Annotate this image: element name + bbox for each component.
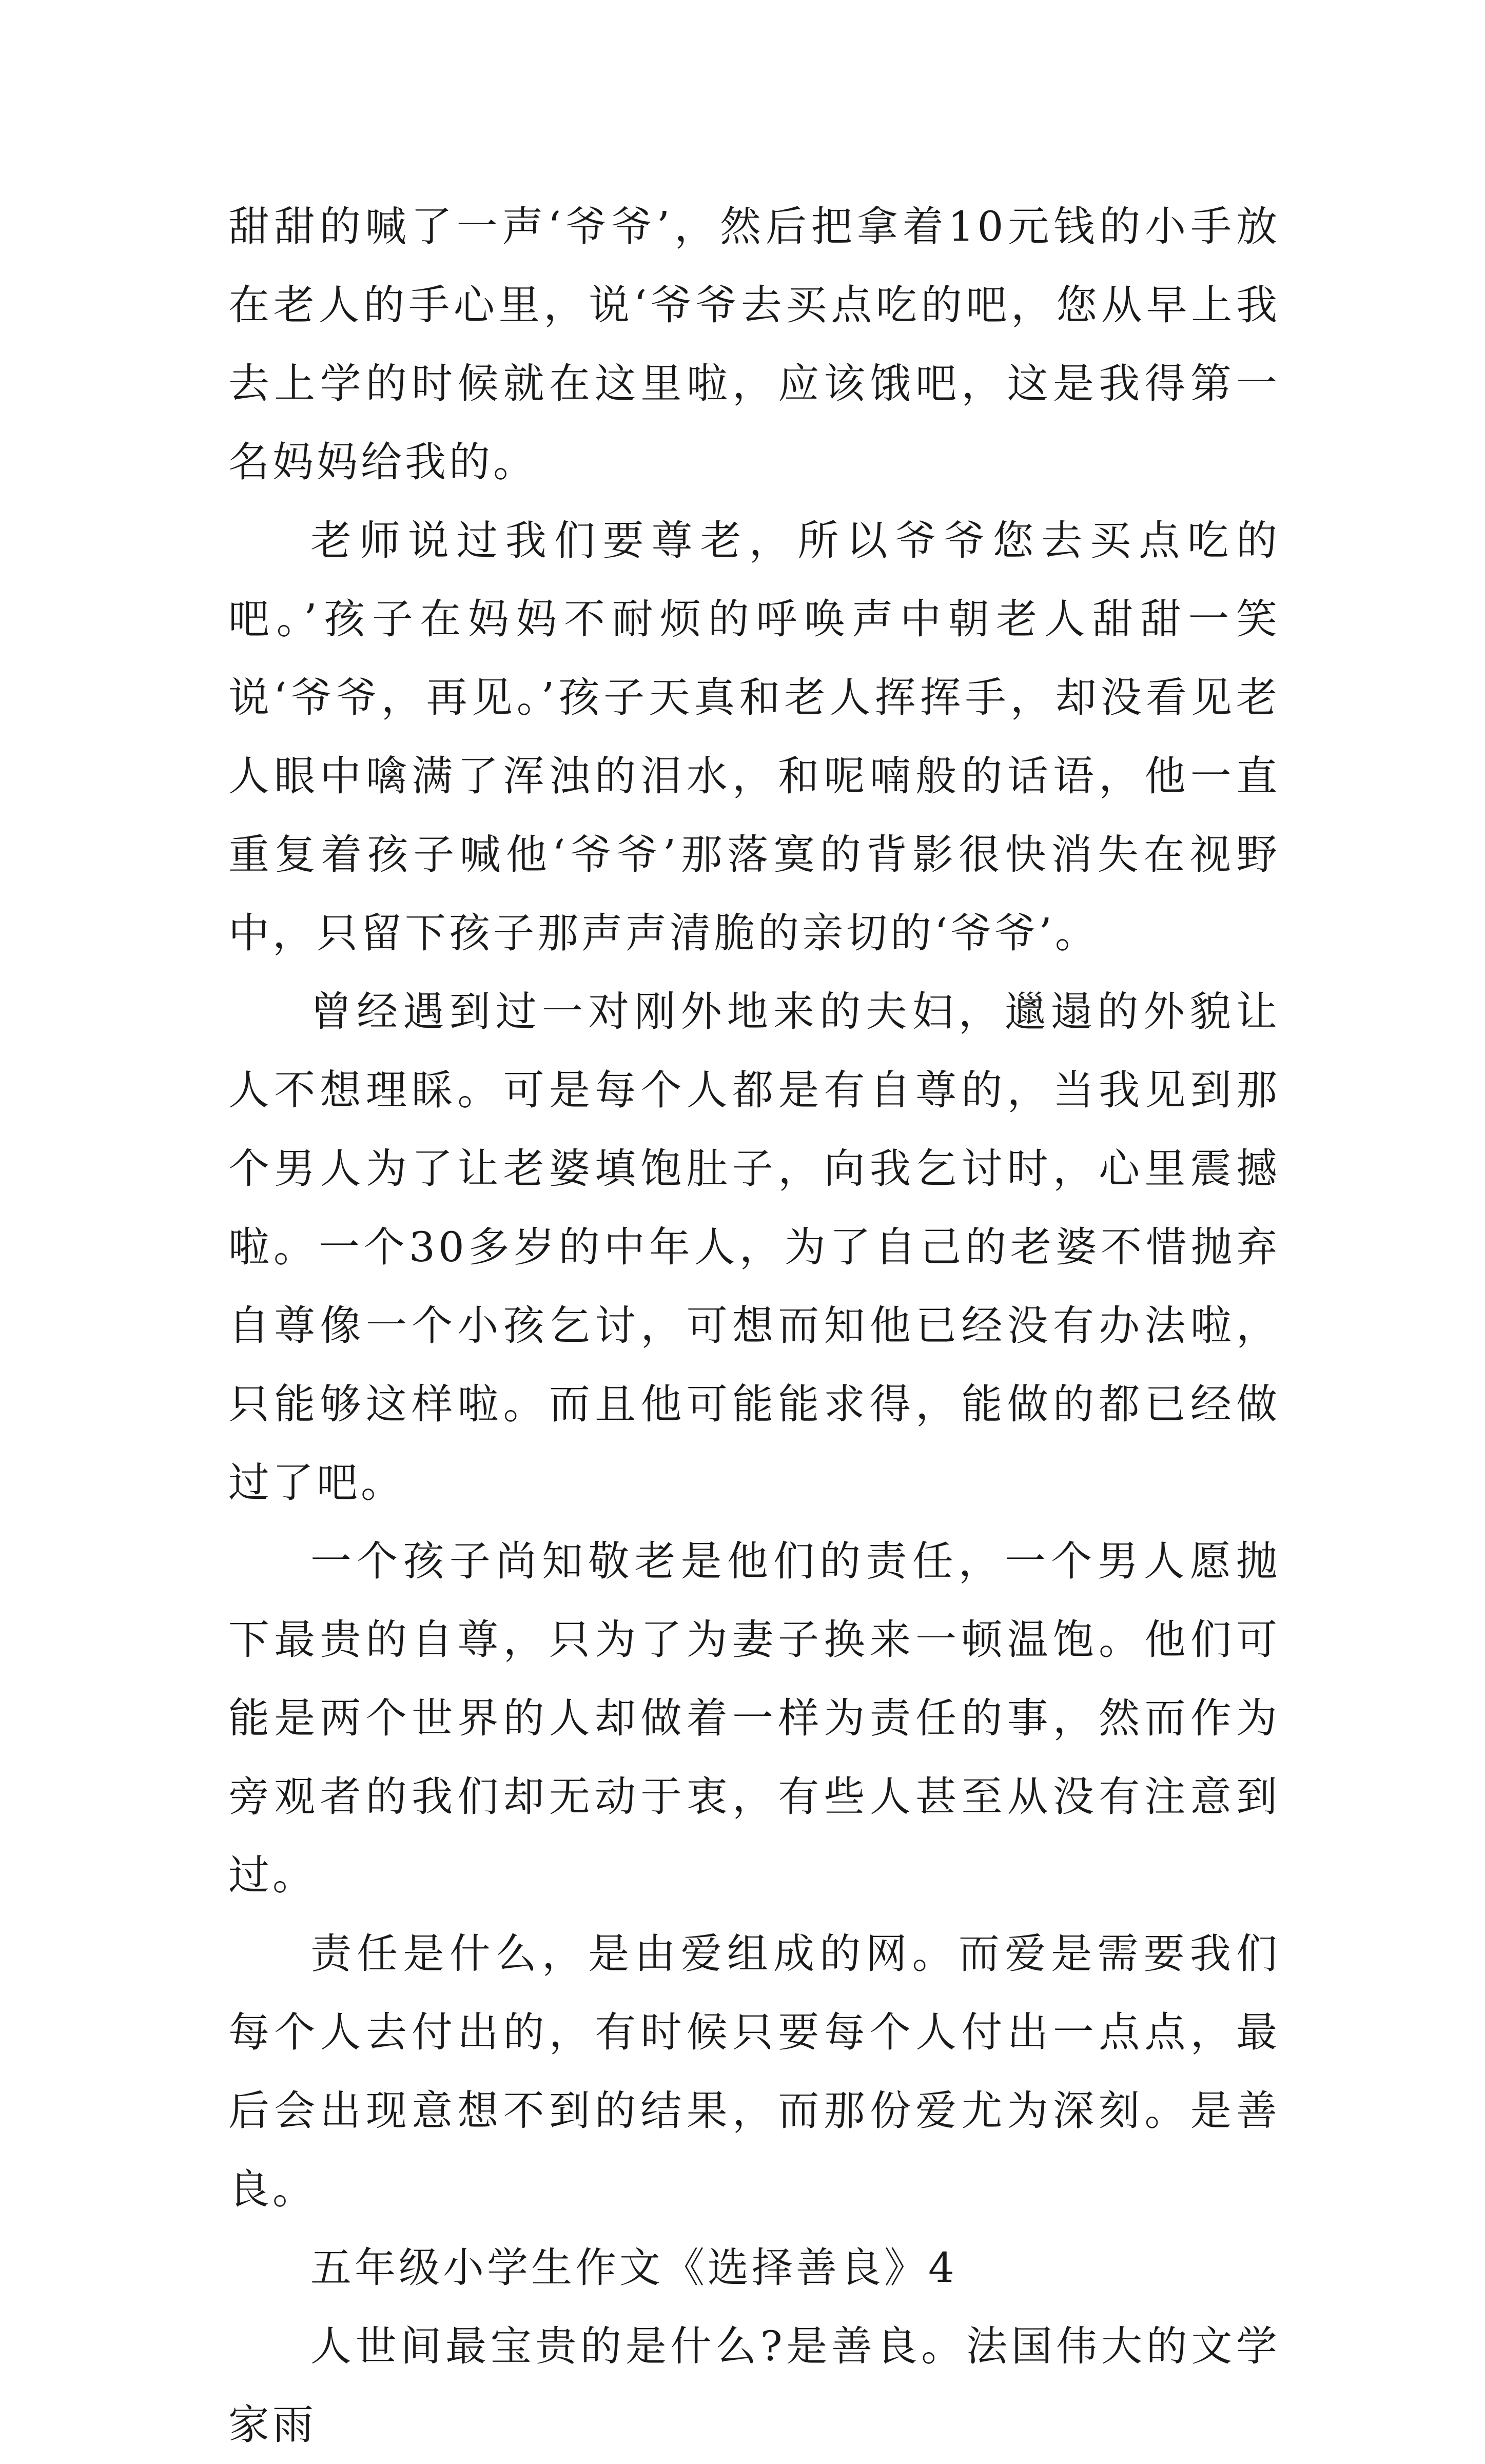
paragraph-1: 甜甜的喊了一声‘爷爷’，然后把拿着10元钱的小手放在老人的手心里，说‘爷爷去买点吃的吧，您从早上我去上学的时候就在这里啦，应该饿吧，这是我得第一名妈妈给我的。 [228, 203, 1280, 486]
paragraph-2: 老师说过我们要尊老，所以爷爷您去买点吃的吧。’孩子在妈妈不耐烦的呼唤声中朝老人甜甜一笑说‘爷爷，再见。’孩子天真和老人挥挥手，却没看见老人眼中噙满了浑浊的泪水，和呢喃般的话语，他一直重复着孩子喊他‘爷爷’那落寞的背影很快消失在视野中，只留下孩子那声声清脆的亲切的‘爷爷’。 [228, 517, 1280, 957]
document-body [228, 187, 1280, 2464]
paragraph-4: 一个孩子尚知敬老是他们的责任，一个男人愿抛下最贵的自尊，只为了为妻子换来一顿温饱。他们可能是两个世界的人却做着一样为责任的事，然而作为旁观者的我们却无动于衷，有些人甚至从没有注意到过。 [228, 1537, 1280, 1899]
section-heading: 五年级小学生作文《选择善良》4 [310, 2244, 958, 2292]
paragraph-3: 曾经遇到过一对刚外地来的夫妇，邋遢的外貌让人不想理睬。可是每个人都是有自尊的，当我见到那个男人为了让老婆填饱肚子，向我乞讨时，心里震撼啦。一个30多岁的中年人，为了自己的老婆不惜抛弃自尊像一个小孩乞讨，可想而知他已经没有办法啦，只能够这样啦。而且他可能能求得，能做的都已经做过了吧。 [228, 988, 1280, 1507]
paragraph-5: 责任是什么，是由爱组成的网。而爱是需要我们每个人去付出的，有时候只要每个人付出一点点，最后会出现意想不到的结果，而那份爱尤为深刻。是善良。 [228, 1930, 1280, 2213]
paragraph-7: 人世间最宝贵的是什么?是善良。法国伟大的文学家雨 [228, 2322, 1280, 2449]
